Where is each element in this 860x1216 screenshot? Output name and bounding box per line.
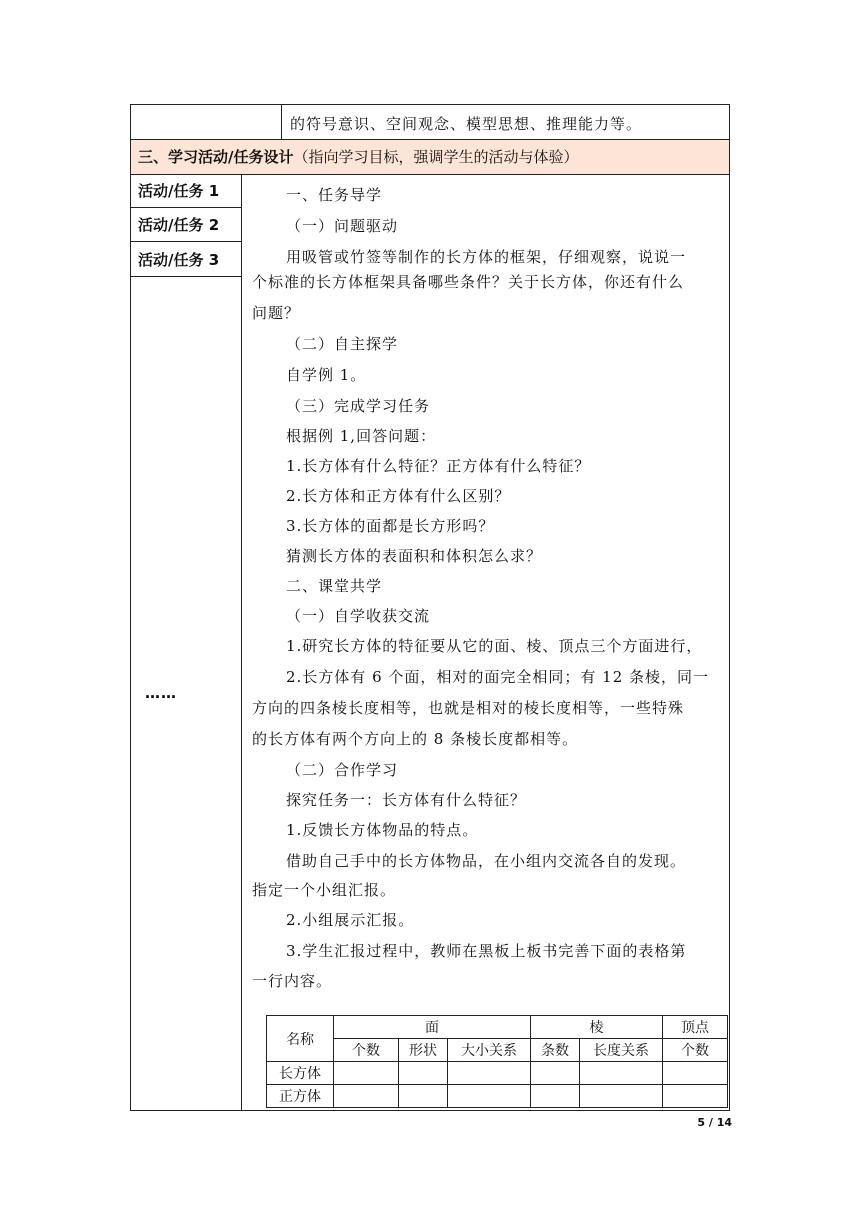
section-header-note: （指向学习目标，强调学生的活动与体验） (293, 148, 579, 166)
content-line: 1.反馈长方体物品的特点。 (286, 821, 479, 839)
table-cell (448, 1062, 531, 1085)
table-cell (448, 1085, 531, 1108)
table-cell (663, 1062, 728, 1085)
table-border (130, 139, 730, 140)
top-row-text: 的符号意识、空间观念、模型思想、推理能力等。 (290, 115, 643, 133)
table-row (267, 1062, 728, 1085)
table-group-vertex: 顶点 (663, 1016, 728, 1039)
section-header (138, 147, 579, 167)
table-header-name: 名称 (267, 1016, 334, 1062)
content-line: 自学例 1。 (286, 366, 367, 384)
table-border (130, 104, 730, 105)
table-cell (399, 1062, 448, 1085)
table-cell (663, 1085, 728, 1108)
content-line: 2.长方体有 6 个面，相对的面完全相同；有 12 条棱，同一 (286, 668, 710, 686)
content-line: 二、课堂共学 (286, 577, 383, 595)
table-cell (580, 1085, 663, 1108)
content-line: 问题？ (252, 304, 301, 322)
feature-table (266, 1015, 728, 1108)
table-border (130, 276, 241, 277)
table-border (130, 1110, 730, 1111)
table-cell (580, 1062, 663, 1085)
table-cell (334, 1085, 399, 1108)
table-cell (399, 1085, 448, 1108)
table-row (267, 1085, 728, 1108)
page-number: 5 / 14 (697, 1116, 732, 1129)
content-line: 探究任务一：长方体有什么特征？ (286, 791, 527, 809)
content-line: 2.长方体和正方体有什么区别？ (286, 487, 511, 505)
table-subheader: 形状 (399, 1039, 448, 1062)
content-line: 一、任务导学 (286, 186, 383, 204)
content-line: 3.长方体的面都是长方形吗？ (286, 517, 495, 535)
table-subheader: 个数 (334, 1039, 399, 1062)
table-subheader: 个数 (663, 1039, 728, 1062)
content-line: （一）问题驱动 (286, 217, 399, 235)
table-cell (531, 1062, 580, 1085)
table-border (130, 207, 241, 208)
table-row-label: 长方体 (267, 1062, 334, 1085)
content-line: 借助自己手中的长方体物品，在小组内交流各自的发现。 (286, 852, 687, 870)
table-border (281, 104, 282, 139)
content-line: （一）自学收获交流 (286, 607, 431, 625)
content-line: 方向的四条棱长度相等，也就是相对的棱长度相等，一些特殊 (252, 699, 685, 717)
table-subheader: 大小关系 (448, 1039, 531, 1062)
activity-label-1: 活动/任务 1 (138, 182, 220, 200)
content-line: 根据例 1,回答问题： (286, 427, 437, 445)
content-line: 一行内容。 (252, 972, 333, 990)
table-border (130, 174, 730, 175)
section-header-title: 三、学习活动/任务设计 (138, 148, 294, 166)
table-group-edge: 棱 (531, 1016, 663, 1039)
activity-label-3: 活动/任务 3 (138, 251, 220, 269)
content-line: （三）完成学习任务 (286, 397, 431, 415)
content-line: （二）合作学习 (286, 761, 399, 779)
content-line: 指定一个小组汇报。 (252, 881, 397, 899)
activity-ellipsis: …… (145, 684, 177, 702)
table-border (241, 174, 242, 1111)
table-cell (531, 1085, 580, 1108)
table-group-face: 面 (334, 1016, 531, 1039)
activity-label-2: 活动/任务 2 (138, 216, 220, 234)
content-line: 的长方体有两个方向上的 8 条棱长度都相等。 (252, 730, 579, 748)
table-subheader: 长度关系 (580, 1039, 663, 1062)
content-line: 用吸管或竹签等制作的长方体的框架，仔细观察，说说一 (286, 248, 687, 266)
content-line: 1.研究长方体的特征要从它的面、棱、顶点三个方面进行， (286, 637, 703, 655)
table-border (130, 104, 131, 1111)
table-subheader: 条数 (531, 1039, 580, 1062)
content-line: 3.学生汇报过程中，教师在黑板上板书完善下面的表格第 (286, 942, 687, 960)
table-row-label: 正方体 (267, 1085, 334, 1108)
content-line: （二）自主探学 (286, 335, 399, 353)
content-line: 猜测长方体的表面积和体积怎么求？ (286, 547, 543, 565)
content-line: 1.长方体有什么特征？正方体有什么特征？ (286, 457, 591, 475)
table-border (130, 241, 241, 242)
content-line: 个标准的长方体框架具备哪些条件？关于长方体，你还有什么 (252, 273, 685, 291)
table-cell (334, 1062, 399, 1085)
content-line: 2.小组展示汇报。 (286, 911, 415, 929)
